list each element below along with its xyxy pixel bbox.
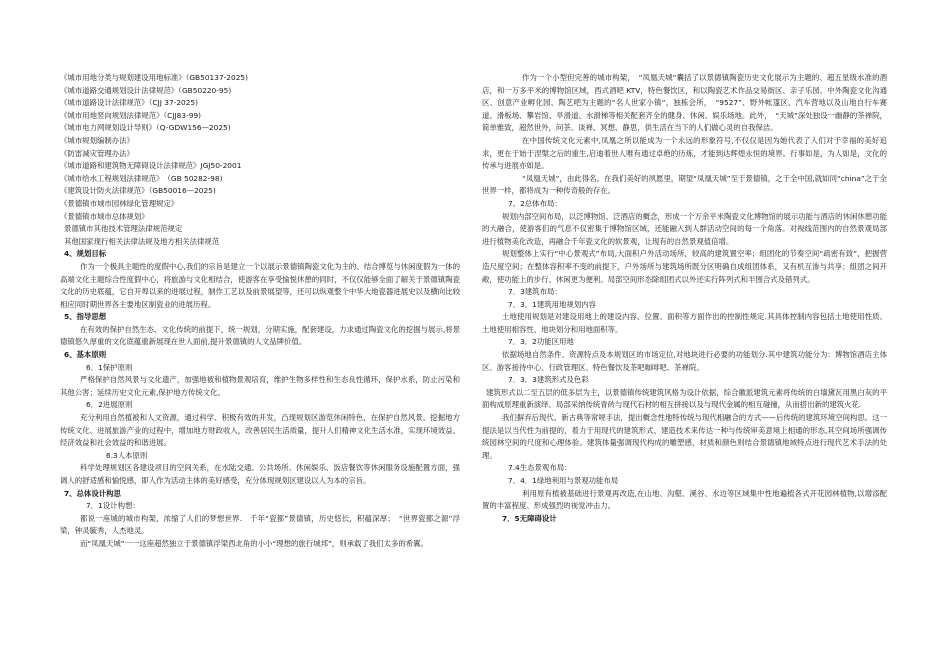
reference-item: 《建筑设计防火法律规范》（GB50016—2025) <box>60 186 216 196</box>
paragraph: 建筑形式以二至五层的低多层为主，以景德镇传统建筑风格为设计依据，综合徽派建筑元素将传统的白墙黛瓦用黑白灰的平面构成原理重新演绎。局部采纳传统青砖与现代石材的相互拼接以及与现代金属的相互碰撞，从而搭出新的建筑火花. <box>482 387 887 410</box>
paragraph: 严格保护自然风景与文化遗产，加强地被和植物景观培育，维护生物多样性和生态良性循环，保护水系，防止污染和其他公害；延续历史文化元素,保护地方传统文化。 <box>60 375 460 397</box>
section-heading-goals: 4、规划目标 <box>64 249 107 259</box>
subsection-heading: 7．5无障碍设计 <box>502 513 557 523</box>
reference-item: 《城市给水工程规划法律规范》 （GB 50282-98) <box>60 173 223 183</box>
reference-item: 其他国家现行相关法律法规及地方相关法律规范 <box>64 236 220 246</box>
paragraph: 而“凤凰天城”一一这座超然独立于景德镇浮梁西北角的小小“理想的旅行城邦”，则承载了我们太多的希翼。 <box>80 538 428 548</box>
paragraph: 依据场地自然条件、资源特点及本规划区的市场定位,对地块进行必要的功能划分.其中建筑功能分为：博物馆酒店主体区、游客接待中心、行政管理区、特色餐饮及茶吧咖啡吧、茶禅院。 <box>482 350 887 372</box>
subsection-heading: 7。2总体布局： <box>508 198 562 208</box>
subsection-heading: 7．3．2功能区用地 <box>508 337 574 347</box>
paragraph: 科学处理规划区各建设项目的空间关系，在水陆交通、公共场所、休闲娱乐、饭店餐饮等休闲服务设施配置方面，强调人的舒适感和愉悦感，即人作为活动主体的美好感受，充分体现规划区建设以人为本的宗旨。 <box>60 463 460 485</box>
paragraph: 我们摒弃后现代、新古典等常规手法，提出概念性地特传统与现代相融合的方式——后传统的建筑环境空间构思。这一提法是以当代性为前提的，着力于用现代的建筑形式、建造技术来传达一种与传统审美意境上相通的形态,其空间场所强调传统园林空间的尺度和心理体验。建筑体量强调现代构成的雕塑感，材质和颜色则结合景德镇地域特点进行现代艺术手法的处理。 <box>482 413 887 460</box>
subsection-heading: 7．4．1绿地利用与景观功能布局 <box>508 476 619 485</box>
right-column <box>482 72 887 525</box>
subsection-heading: 6.3人本原则 <box>106 450 148 460</box>
reference-item: 《城市电力网规划设计导则》（Q-GDW156—2025) <box>60 123 231 133</box>
reference-item: 《城市道路交通规划设计法律规范》（GB50220-95) <box>60 85 232 95</box>
subsection-heading: 7.4生态景观布局： <box>508 463 572 473</box>
paragraph: 土地使用规划是对建设用地上的建设内容、位置、面积等方面作出的控制性规定.其具体控制内容包括土地使用性质、土地使用相容性、地块划分和用地面积等。 <box>482 312 887 334</box>
reference-item: 《城市用地竖向规划法律规范》（CJJ83-99) <box>60 110 202 120</box>
paragraph: 充分利用自然植被和人文资源，通过科学、积极有效的开发，凸现规划区游览休闲特色，在保护自然风景、挖掘地方传统文化、进展旅游产业的过程中，增加地方财政收入，改善居民生活质量，提升人们精神文化生活水准，实现环境效益、经济效益和社会效益的和谐进展。 <box>60 413 460 448</box>
subsection-heading: 7．3．3建筑形式及色彩 <box>508 375 589 385</box>
paragraph: 利用原有植被基础进行景观再改造,在山地、沟壑、溪谷、水边等区域集中性地遍植各式开花园林植物,以增添配置的丰富程度、形成强烈的视觉冲击力。 <box>482 488 887 511</box>
paragraph: 在中国传统文化元素中,凤凰之所以能成为一个永远的形象符号,不仅仅是因为她代表了人们对于幸福的美好追求，更在于始于涅槃之后的重生,启迪着世人唯有通过卓绝的历炼，才能到达辉煌永恒的境界。行事如是，为人如是，文化的传承与进展亦如是。 <box>482 135 887 171</box>
reference-item: 《防雷减灾管理办法》 <box>60 148 134 158</box>
paragraph: 都说一座城的城市构架，浓缩了人们的梦想世界. 千年“瓷都”景德镇，历史悠长，积蕴深厚； “世界瓷都之源”浮梁，钟灵毓秀，人杰地灵。 <box>60 513 460 536</box>
reference-item: 《景德镇市城市总体规划》 <box>60 211 149 221</box>
reference-item: 《景德镇市城市园林绿化管理规定》 <box>60 198 179 208</box>
left-column <box>60 72 460 551</box>
paragraph: 规划内部空间布局，以泛博物馆、泛酒店的概念，形成一个万余平米陶瓷文化博物馆的展示功能与酒店的休闲休憩功能的大融合，使游客们的气息不仅密集于博物馆区域，还能融入到人群活动空间的每一个角落。对视线范围内的自然景观局部进行植物美化改造，再融合千年瓷文化的软景观，让现有的自然景观值倍增。 <box>482 211 887 246</box>
section-heading-principles: 6、基本原则 <box>64 350 107 360</box>
reference-item: 《城市用地分类与规划建设用地标准》（GB50137-2025) <box>60 73 248 82</box>
section-heading-guiding: 5、指导思想 <box>64 312 107 322</box>
subsection-heading: 6．1保护原则 <box>86 362 133 372</box>
subsection-heading: 6．2进展原则 <box>86 400 133 410</box>
subsection-heading: 7．1设计构想： <box>86 501 140 511</box>
paragraph: 在有效的保护自然生态、文化传统的前提下，统一规划，分期实施，配套建设，力求通过陶瓷文化的挖掘与展示,将景德镇悠久厚重的文化底蕴重新展现在世人面前,提升景德镇的人文品牌价值。 <box>60 324 460 347</box>
paragraph: 作为一个小型但完善的城市构架， “凤凰天城”囊括了以景德镇陶瓷历史文化展示为主题的、超五星级水准的酒店，和一万多平米的博物馆区域，西式酒吧 KTV，特色餐饮区，和以陶瓷艺术作品交易街区、亲子乐园、中外陶瓷文化沟通区、创意产业孵化园、陶艺吧为主题的“名人世家小镇”，独栋会所， “9527”、野外帐篷区、汽车营地以及山地自行车赛道、滑板场、攀岩馆、旱滑道、水滑梯等相关配套齐全的健身、休闲、娱乐场地。此外， “天城”深处独设一幽静的茶禅院，简单雅致，超然世外，问茶、谈禅、冥想、静思，供生活在当下的人们做心灵的自我保洁。 <box>482 73 887 133</box>
reference-item: 《城市规划编制办法》 <box>60 135 134 145</box>
paragraph: 作为一个极具主题性的度假中心,我们的宗旨是建立一个以展示景德镇陶瓷文化为主的、结合博览与休闲度假为一体的高端文化主题综合性度假中心，将旅游与文化相结合，使游客在享受愉悦休憩的同时，不仅仅能够全面了解关于景德镇陶瓷文化的历史底蕴，它自开埠以来的进展过程，制作工艺以及前景展望等，还可以纵观整个中华大地瓷器进展史以及横向比较相应同时期世界各主要地区制瓷业的进展历程。 <box>60 261 460 309</box>
paragraph: 规划整体上实行“中心景观式”布局,大面积户外活动场所，较高的建筑置空率；组团化的节奏空间“疏密有致”，把握营造尺度空间；在整体容积率不变的前提下，户外场所与建筑场所既分区明确自成组团体系，又有机互渗与共享；组团之间开敞，使功能上的步行、休闲更为便利。局部空间形态除组团式以外还实行阵列式和半围合式及错列式。 <box>482 249 887 284</box>
subsection-heading: 7．3．1建筑用地规划内容 <box>508 299 597 309</box>
reference-item: 景德镇市其他技术管理法律规范规定 <box>64 224 183 234</box>
paragraph: “凤凰天城”，由此得名。在我们美好的夙愿里，期望“凤凰天城”至于景德镇，之于全中国,就如同“china”之于全世界一样，都将成为一种传奇般的存在。 <box>482 173 887 196</box>
reference-item: 《城市道路和建筑物无障碍设计法律规范》JGJ50-2001 <box>60 161 242 171</box>
subsection-heading: 7．3建筑布局： <box>508 287 562 297</box>
section-heading-design: 7、总体设计构思 <box>64 488 121 498</box>
reference-item: 《城市道路设计法律规范》（CJJ 37-2025) <box>60 98 199 108</box>
